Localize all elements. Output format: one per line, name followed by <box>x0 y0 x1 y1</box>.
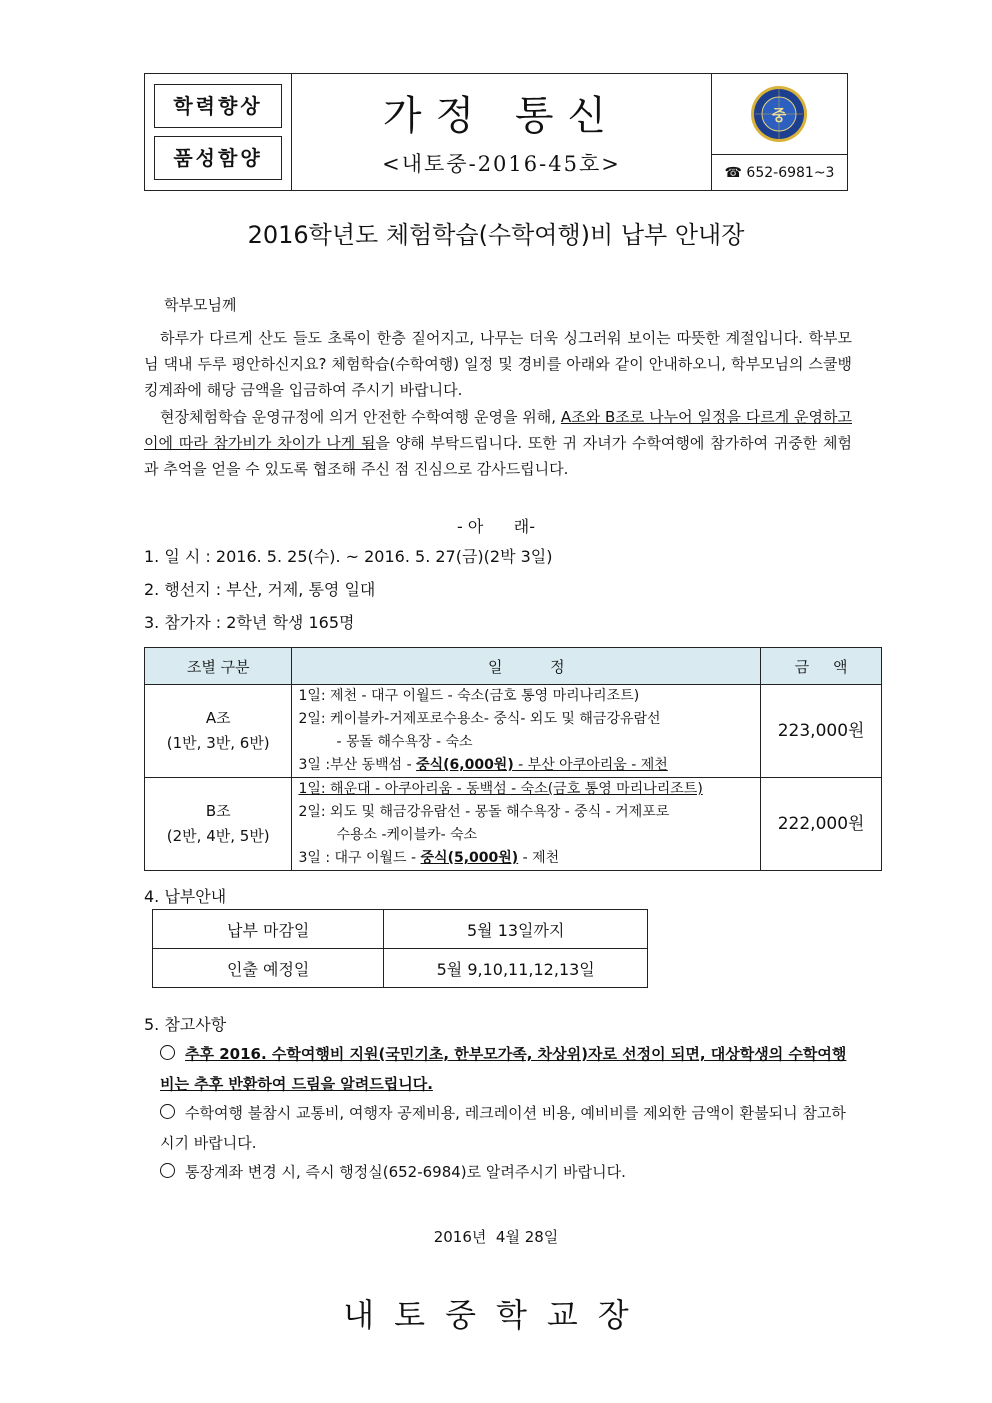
svg-text:중: 중 <box>771 106 787 124</box>
paragraph-groups: 현장체험학습 운영규정에 의거 안전한 수학여행 운영을 위해, A조와 B조로 나누어 일정을 다르게 운영하고 이에 따라 참가비가 차이가 나게 됨을 양해 부탁드립니다. 또한 귀 자녀가 수학여행에 참가하여 귀중한 체험과 추억을 얻을 수 있도록 협조해 주신 점 진심으로 감사드립니다. <box>144 408 852 478</box>
greeting: 학부모님께 <box>164 296 237 314</box>
schedule-cell: 1일: 해운대 - 아쿠아리움 - 동백섬 - 숙소(금호 통영 마리나리조트) 2일: 외도 및 해금강유람선 - 몽돌 해수욕장 - 중식 - 거제포로 수용소 -케이블카- 숙소 3일 : 대구 이월드 - 중식(5,000원) - 제천 <box>292 778 761 871</box>
issue-number: <내토중-2016-45호> <box>382 152 621 176</box>
principal-signature: 내토중학교장 <box>343 1296 649 1334</box>
item-destination: 2. 행선지 : 부산, 거제, 통영 일대 <box>144 580 376 599</box>
school-emblem-icon <box>749 84 809 144</box>
paragraph-intro: 하루가 다르게 산도 들도 초록이 한층 짙어지고, 나무는 더욱 싱그러워 보이는 따뜻한 계절입니다. 학부모님 댁내 두루 평안하신지요? 체험학습(수학여행) 일정 및 경비를 아래와 같이 안내하오니, 학부모님의 스쿨뱅킹계좌에 해당 금액을 입금하여 주시기 바랍니다. <box>144 329 852 399</box>
deadline-value: 5월 13일까지 <box>384 910 648 949</box>
deadline-label: 납부 마감일 <box>153 910 384 949</box>
schedule-cell: 1일: 제천 - 대구 이월드 - 숙소(금호 통영 마리나리조트) 2일: 케이블카-거제포로수용소- 중식- 외도 및 해금강유람선 - 몽돌 해수욕장 - 숙소 3일 :부산 동백섬 - 중식(6,000원) - 부산 아쿠아리움 - 제천 <box>292 685 761 778</box>
table-header-row <box>145 648 882 685</box>
motto-character: 품성함양 <box>154 136 282 180</box>
item-participants: 3. 참가자 : 2학년 학생 165명 <box>144 613 355 632</box>
bullet-circle-icon <box>160 1104 175 1119</box>
header-amount: 금 액 <box>761 648 882 685</box>
below-heading: - 아 래- <box>456 517 536 536</box>
note-2: 수학여행 불참시 교통비, 여행자 공제비용, 레크레이션 비용, 예비비를 제외한 금액이 환불되니 참고하시기 바랍니다. <box>160 1104 846 1152</box>
payment-heading: 4. 납부안내 <box>144 887 227 906</box>
table-row <box>145 778 882 871</box>
note-3: 통장계좌 변경 시, 즉시 행정실(652-6984)로 알려주시기 바랍니다. <box>160 1157 854 1187</box>
header-group: 조별 구분 <box>145 648 292 685</box>
underlined-notice: A조와 B조로 나누어 일정을 다르게 운영하고 이에 따라 참가비가 차이가 나게 됨 <box>144 408 852 452</box>
group-cell: A조 (1반, 3반, 6반) <box>145 685 292 778</box>
newsletter-header <box>144 73 848 191</box>
note-1: 추후 2016. 수학여행비 지원(국민기초, 한부모가족, 차상위)자로 선정이 되면, 대상학생의 수학여행비는 추후 반환하여 드림을 알려드립니다. <box>160 1045 847 1093</box>
withdraw-value: 5월 9,10,11,12,13일 <box>384 949 648 988</box>
item-date: 1. 일 시 : 2016. 5. 25(수). ~ 2016. 5. 27(금)(2박 3일) <box>144 547 553 566</box>
table-row <box>153 949 648 988</box>
phone-number: ☎ 652-6981~3 <box>712 154 847 190</box>
header-schedule: 일 정 <box>292 648 761 685</box>
table-row <box>153 910 648 949</box>
telephone-icon: ☎ <box>724 165 742 181</box>
table-row <box>145 685 882 778</box>
amount-cell: 223,000원 <box>761 685 882 778</box>
document-title: 2016학년도 체험학습(수학여행)비 납부 안내장 <box>247 221 745 249</box>
notes-heading: 5. 참고사항 <box>144 1015 227 1034</box>
motto-academic: 학력향상 <box>154 84 282 128</box>
issue-date: 2016년 4월 28일 <box>433 1228 559 1246</box>
newsletter-title: 가정 통신 <box>382 93 621 139</box>
bullet-circle-icon <box>160 1045 175 1060</box>
payment-table <box>152 909 648 988</box>
group-cell: B조 (2반, 4반, 5반) <box>145 778 292 871</box>
amount-cell: 222,000원 <box>761 778 882 871</box>
bullet-circle-icon <box>160 1163 175 1178</box>
withdraw-label: 인출 예정일 <box>153 949 384 988</box>
schedule-table <box>144 647 882 871</box>
